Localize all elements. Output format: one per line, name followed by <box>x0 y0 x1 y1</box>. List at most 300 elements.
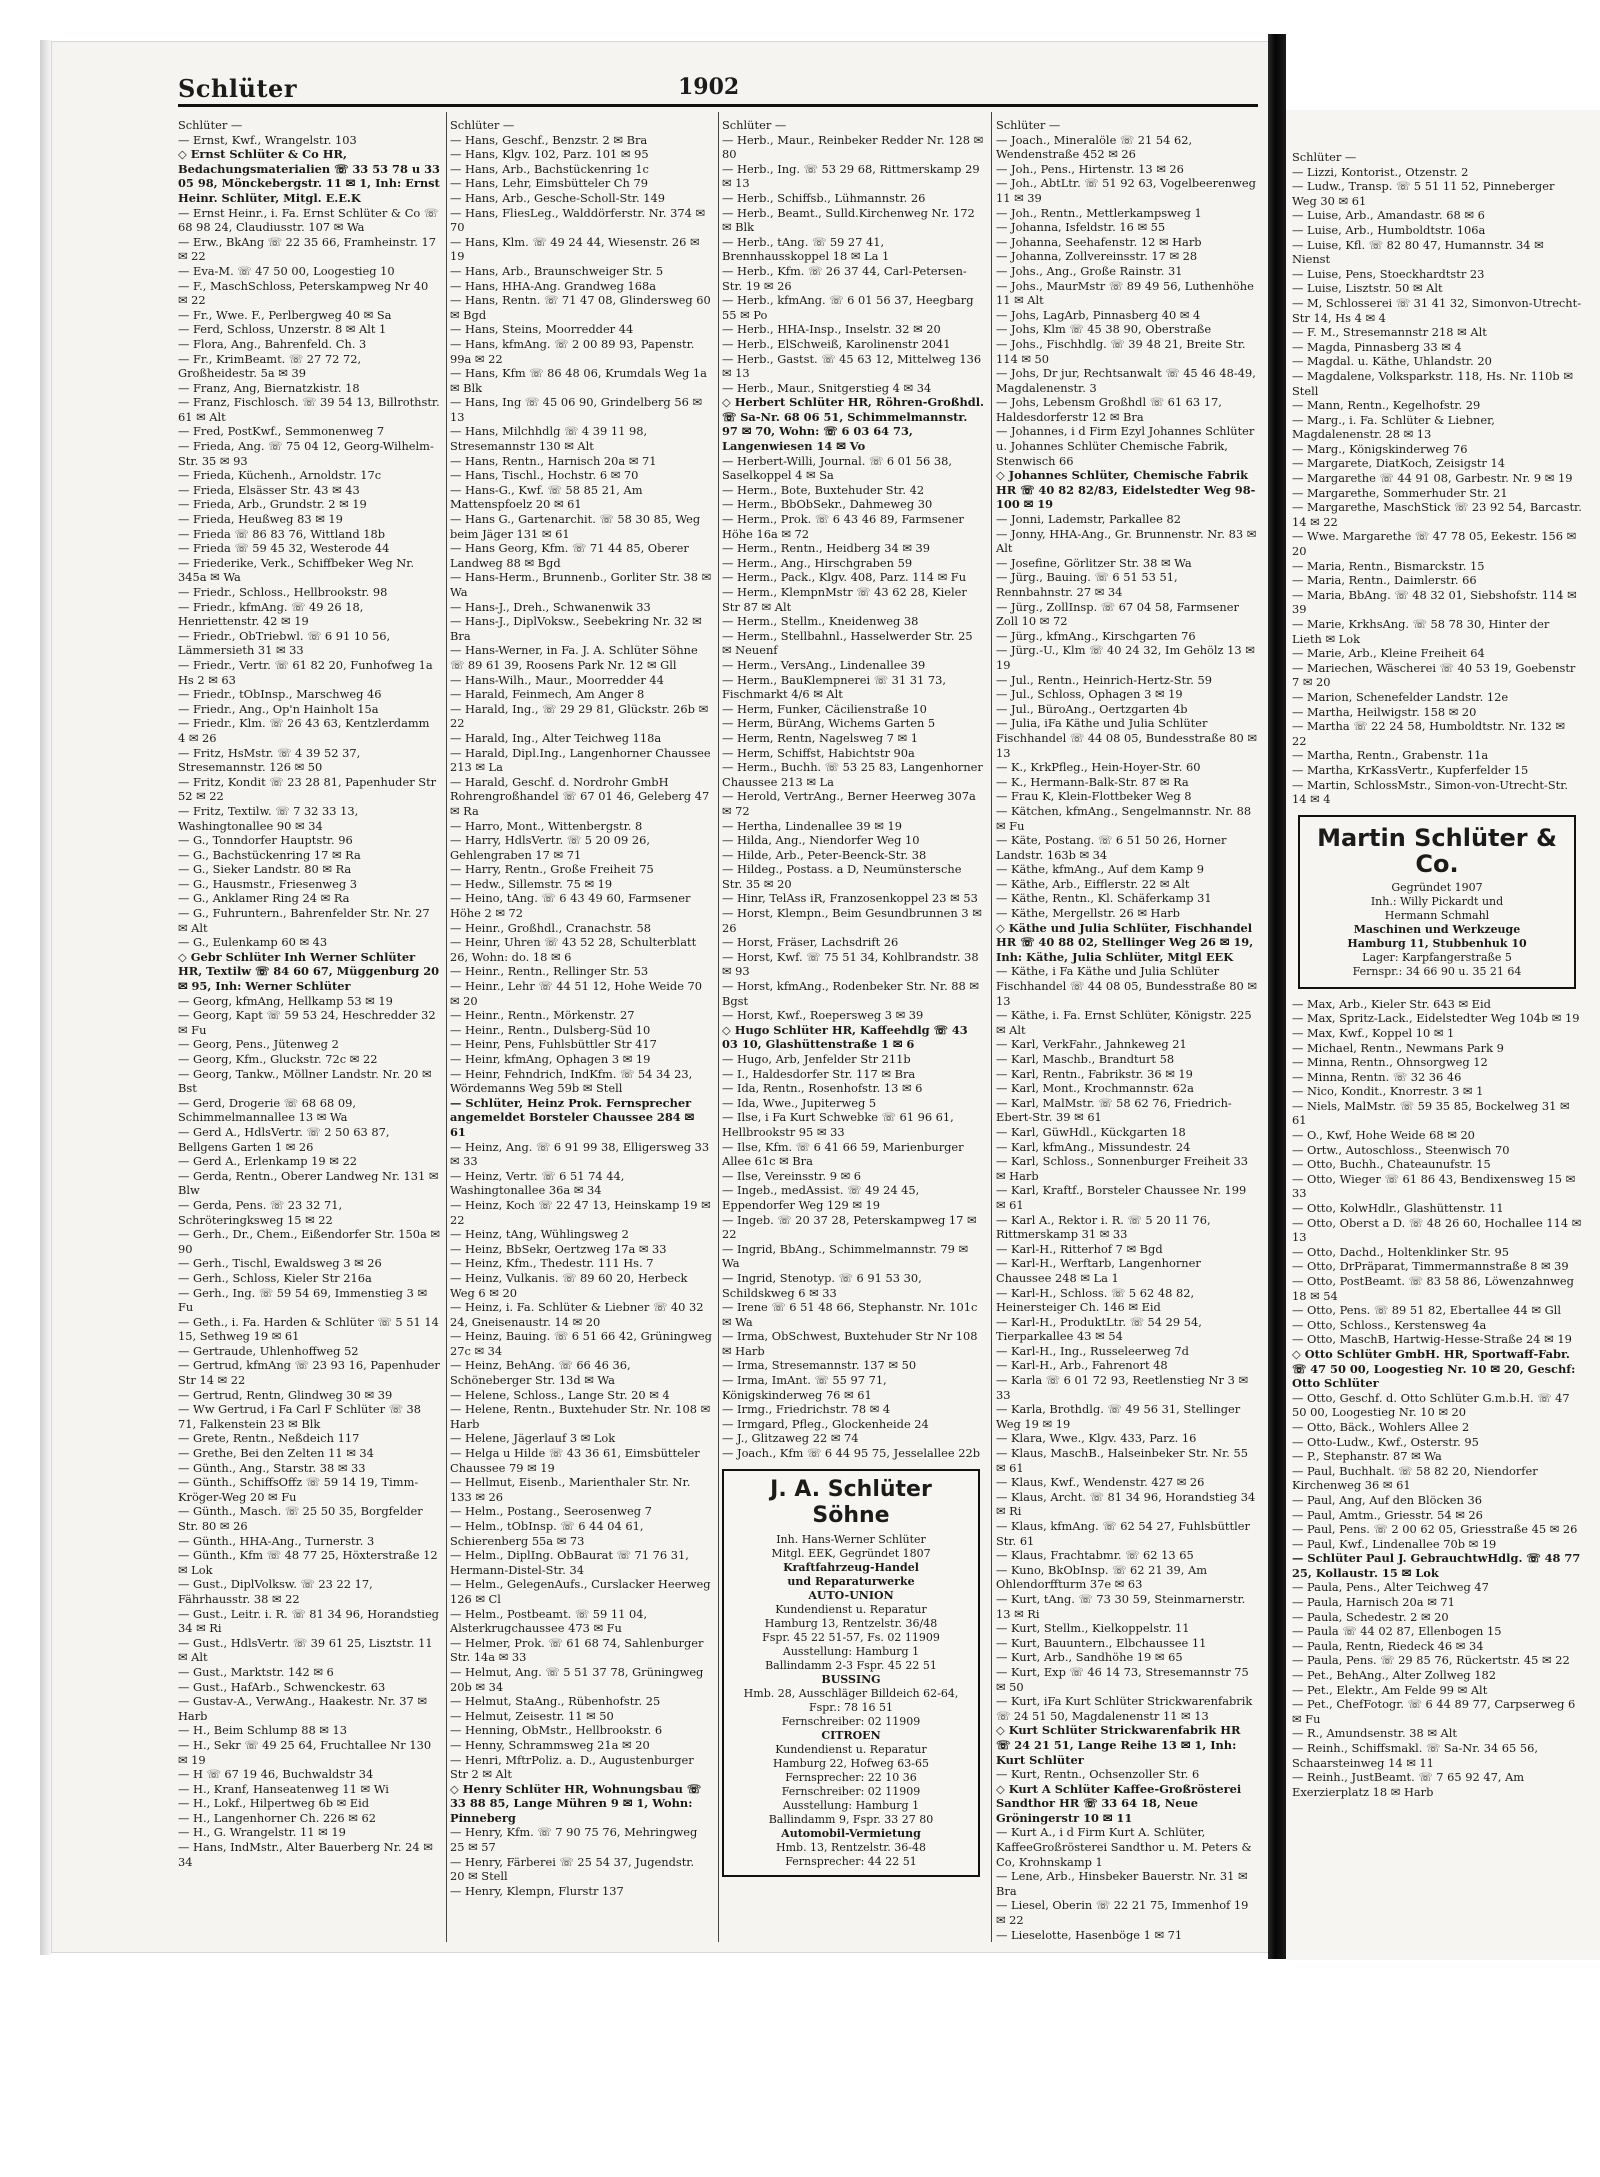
directory-entry: — Gerh., Ing. ☏ 59 54 69, Immenstieg 3 ✉ Fu <box>178 1285 428 1315</box>
directory-column-2 <box>450 118 712 1918</box>
directory-entry: — J., Glitzaweg 22 ✉ 74 <box>722 1431 859 1446</box>
directory-entry: — Helm., Postang., Seerosenweg 7 <box>450 1504 652 1519</box>
directory-entry: — Fritz, Textilw. ☏ 7 32 33 13, Washingtonallee 90 ✉ 34 <box>178 803 359 833</box>
directory-entry: — Heinr., Großhdl., Cranachstr. 58 <box>450 920 652 935</box>
directory-entry: — Margarethe, Sommerhuder Str. 21 <box>1292 485 1508 500</box>
directory-entry: — Joh., Rentn., Mettlerkampsweg 1 <box>996 205 1202 220</box>
directory-entry: — Gust., Marktstr. 142 ✉ 6 <box>178 1664 334 1679</box>
directory-entry: — Herb., Maur., Reinbeker Redder Nr. 128 ✉ 80 <box>722 132 984 162</box>
directory-entry: — Erw., BkAng ☏ 22 35 66, Framheinstr. 17 ✉ 22 <box>178 234 436 264</box>
directory-entry: — Georg, Tankw., Möllner Landstr. Nr. 20 ✉ Bst <box>178 1066 432 1096</box>
directory-entry: — Magda, Pinnasberg 33 ✉ 4 <box>1292 339 1462 354</box>
ad-line: Inh. Hans-Werner Schlüter <box>776 1532 926 1546</box>
directory-entry: — Friedr., Klm. ☏ 26 43 63, Kentzlerdamm 4 ✉ 26 <box>178 716 430 745</box>
directory-entry: — Maria, Rentn., Bismarckstr. 15 <box>1292 558 1485 573</box>
directory-entry: — H ☏ 67 19 46, Buchwaldstr 34 <box>178 1767 374 1782</box>
directory-entry: — Herm, BürAng, Wichems Garten 5 <box>722 716 936 731</box>
directory-entry: — H., Langenhorner Ch. 226 ✉ 62 <box>178 1810 376 1825</box>
directory-entry: — Karl, MalMstr. ☏ 58 62 76, Friedrich-Ebert-Str. 39 ✉ 61 <box>996 1095 1232 1125</box>
directory-entry: — Heinz, tAng, Wühlingsweg 2 <box>450 1227 629 1242</box>
directory-entry: — Ww Gertrud, i Fa Carl F Schlüter ☏ 38 71, Falkenstein 23 ✉ Blk <box>178 1402 422 1431</box>
directory-entry: — Herm., Rentn., Heidberg 34 ✉ 39 <box>722 541 930 556</box>
directory-entry: — Hans, Arb., Braunschweiger Str. 5 <box>450 263 664 278</box>
directory-entry: — Luise, Lisztstr. 50 ✉ Alt <box>1292 281 1443 296</box>
directory-entry: — Hans, Arb., Bachstückenring 1c <box>450 161 649 176</box>
directory-entry: — Paul, Kwf., Lindenallee 70b ✉ 19 <box>1292 1536 1497 1551</box>
directory-entry: — Herm., Pack., Klgv. 408, Parz. 114 ✉ Fu <box>722 570 967 585</box>
ad-line: Hmb. 13, Rentzelstr. 36-48 <box>776 1840 926 1854</box>
directory-entry: — Heinr, kfmAng, Ophagen 3 ✉ 19 <box>450 1052 651 1066</box>
directory-entry: — Hans, Steins, Moorredder 44 <box>450 322 634 337</box>
ad-line: Fspr. 45 22 51-57, Fs. 02 11909 <box>762 1630 940 1644</box>
ad-line: Fernschreiber: 02 11909 <box>781 1784 921 1798</box>
directory-entry: — Otto, DrPräparat, Timmermannstraße 8 ✉ 39 <box>1292 1259 1569 1274</box>
entry-list-after-ad <box>1292 997 1582 1800</box>
directory-entry: — Franz, Ang, Biernatzkistr. 18 <box>178 380 360 395</box>
directory-entry: — Grete, Rentn., Neßdeich 117 <box>178 1431 360 1446</box>
ad-line: Mitgl. EEK, Gegründet 1807 <box>771 1546 931 1560</box>
directory-entry: — Kurt, iFa Kurt Schlüter Strickwarenfabrik ☏ 24 51 50, Magdalenenstr 11 ✉ 13 <box>996 1694 1253 1723</box>
directory-entry: — Irma, ObSchwest, Buxtehuder Str Nr 108 ✉ Harb <box>722 1329 978 1358</box>
directory-entry: — G., Tonndorfer Hauptstr. 96 <box>178 833 353 848</box>
directory-entry: — Joach., Mineralöle ☏ 21 54 62, Wendenstraße 452 ✉ 26 <box>996 132 1193 162</box>
directory-entry: — Helm., DiplIng. ObBaurat ☏ 71 76 31, Hermann-Distel-Str. 34 <box>450 1548 689 1577</box>
directory-entry: — Julia, iFa Käthe und Julia Schlüter Fischhandel ☏ 44 08 05, Bundesstraße 80 ✉ 13 <box>996 716 1257 760</box>
directory-entry: — Ilse, Vereinsstr. 9 ✉ 6 <box>722 1168 862 1183</box>
directory-entry: — Paula, Rentn, Riedeck 46 ✉ 34 <box>1292 1638 1484 1653</box>
directory-entry: — Kurt, Bauuntern., Elbchaussee 11 <box>996 1635 1207 1650</box>
directory-entry: — Hans, Klm. ☏ 49 24 44, Wiesenstr. 26 ✉ 19 <box>450 234 700 264</box>
directory-entry: — Kurt, Stellm., Kielkoppelstr. 11 <box>996 1621 1190 1636</box>
directory-entry: — Hans, kfmAng. ☏ 2 00 89 93, Papenstr. 99a ✉ 22 <box>450 336 695 366</box>
directory-entry: — Kuno, BkObInsp. ☏ 62 21 39, Am Ohlendorffturm 37e ✉ 63 <box>996 1562 1208 1592</box>
directory-entry: — Irmgard, Pfleg., Glockenheide 24 <box>722 1416 929 1431</box>
directory-entry: — Herbert-Willi, Journal. ☏ 6 01 56 38, Saselkoppel 4 ✉ Sa <box>722 453 953 483</box>
directory-entry: — Karl, Schloss., Sonnenburger Freiheit 33 ✉ Harb <box>996 1154 1248 1183</box>
directory-entry: — Kurt, tAng. ☏ 73 30 59, Steinmarnerstr. 13 ✉ Ri <box>996 1591 1246 1621</box>
ad-line: Fernsprecher: 44 22 51 <box>785 1854 917 1868</box>
facing-page-column <box>1292 150 1582 1799</box>
directory-entry: — Günth., Ang., Starstr. 38 ✉ 33 <box>178 1460 366 1475</box>
directory-entry: — Helm., Postbeamt. ☏ 59 11 04, Alsterkrugchaussee 473 ✉ Fu <box>450 1606 648 1636</box>
directory-entry: — Ilse, i Fa Kurt Schwebke ☏ 61 96 61, Hellbrookstr 95 ✉ 33 <box>722 1110 954 1139</box>
directory-entry: — Ortw., Autoschloss., Steenwisch 70 <box>1292 1142 1510 1157</box>
directory-entry: — Heinr, Fehndrich, IndKfm. ☏ 54 34 23, Wördemanns Weg 59b ✉ Stell <box>450 1066 693 1096</box>
directory-entry: — Johannes, i d Firm Ezyl Johannes Schlüter u. Johannes Schlüter Chemische Fabrik, Stenwisch 66 <box>996 424 1255 468</box>
ad-line: Hamburg 13, Rentzelstr. 36/48 <box>764 1616 938 1630</box>
ad-line: Hamburg 11, Stubbenhuk 10 <box>1347 936 1527 950</box>
directory-entry: — Frieda, Arb., Grundstr. 2 ✉ 19 <box>178 497 367 512</box>
directory-entry: — Helm., GelegenAufs., Curslacker Heerweg 126 ✉ Cl <box>450 1577 711 1606</box>
directory-entry: — Mann, Rentn., Kegelhofstr. 29 <box>1292 398 1481 413</box>
directory-entry: — Marg., i. Fa. Schlüter & Liebner, Magdalenenstr. 28 ✉ 13 <box>1292 412 1495 442</box>
directory-entry: — Ingeb., medAssist. ☏ 49 24 45, Eppendorfer Weg 129 ✉ 19 <box>722 1183 920 1212</box>
directory-entry: — Hans, IndMstr., Alter Bauerberg Nr. 24 ✉ 34 <box>178 1840 433 1869</box>
directory-entry: — G., Anklamer Ring 24 ✉ Ra <box>178 891 350 906</box>
ad-firm-name: J. A. Schlüter Söhne <box>770 1476 932 1528</box>
ad-line: Lager: Karpfangerstraße 5 <box>1362 950 1512 964</box>
entry-list <box>996 133 1258 1943</box>
directory-entry: — Fred, PostKwf., Semmonenweg 7 <box>178 424 385 439</box>
directory-entry: — Geth., i. Fa. Harden & Schlüter ☏ 5 51 14 15, Sethweg 19 ✉ 61 <box>178 1314 439 1344</box>
directory-column-4 <box>996 118 1258 1942</box>
entry-list <box>450 133 712 1899</box>
directory-entry: — H., Beim Schlump 88 ✉ 13 <box>178 1723 347 1738</box>
directory-entry: — Karl, Rentn., Fabrikstr. 36 ✉ 19 <box>996 1066 1193 1081</box>
directory-entry: — Gust., HdlsVertr. ☏ 39 61 25, Lisztstr. 11 ✉ Alt <box>178 1635 433 1665</box>
directory-entry: ◇ Käthe und Julia Schlüter, Fischhandel HR ☏ 40 88 02, Stellinger Weg 26 ✉ 19, Inh: Käthe, Julia Schlüter, Mitgl EEK <box>996 920 1254 964</box>
directory-entry: — Gertrud, Rentn, Glindweg 30 ✉ 39 <box>178 1387 393 1402</box>
column-divider <box>991 112 992 1942</box>
directory-entry: — Martha, Rentn., Grabenstr. 11a <box>1292 748 1489 763</box>
directory-entry: — Karl, GüwHdl., Kückgarten 18 <box>996 1124 1186 1139</box>
directory-entry: — Johs, LagArb, Pinnasberg 40 ✉ 4 <box>996 307 1201 322</box>
directory-entry: — H., Sekr ☏ 49 25 64, Fruchtallee Nr 130 ✉ 19 <box>178 1737 432 1767</box>
directory-entry: — Hans, HHA-Ang. Grandweg 168a <box>450 278 657 293</box>
directory-entry: — Harry, Rentn., Große Freiheit 75 <box>450 862 654 877</box>
directory-entry: — Helmut, StaAng., Rübenhofstr. 25 <box>450 1694 661 1709</box>
directory-entry: — Karla, Brothdlg. ☏ 49 56 31, Stellinger Weg 19 ✉ 19 <box>996 1402 1241 1431</box>
directory-entry: — Karl, kfmAng., Missundestr. 24 <box>996 1139 1191 1154</box>
directory-entry: — Grethe, Bei den Zelten 11 ✉ 34 <box>178 1446 374 1461</box>
advertisement-ja-schlueter <box>722 1469 980 1877</box>
directory-entry: — H., G. Wrangelstr. 11 ✉ 19 <box>178 1825 346 1840</box>
directory-entry: — Karl-H., Arb., Fahrenort 48 <box>996 1358 1168 1373</box>
directory-entry: — Frieda ☏ 86 83 76, Wittland 18b <box>178 526 386 541</box>
directory-entry: — Hans Georg, Kfm. ☏ 71 44 85, Oberer Landweg 88 ✉ Bgd <box>450 541 689 570</box>
column-heading: Schlüter — <box>1292 150 1357 164</box>
directory-entry: — Heinz, Koch ☏ 22 47 13, Heinskamp 19 ✉ 22 <box>450 1197 711 1227</box>
book-gutter <box>1268 34 1286 1959</box>
directory-entry: — Helene, Rentn., Buxtehuder Str. Nr. 108 ✉ Harb <box>450 1402 711 1431</box>
running-head: Schlüter <box>178 74 297 103</box>
directory-entry: — Friedr., ObTriebwl. ☏ 6 91 10 56, Lämmersieth 31 ✉ 33 <box>178 628 391 658</box>
directory-entry: — Heinz, Bauing. ☏ 6 51 66 42, Grüningweg 27c ✉ 34 <box>450 1329 712 1358</box>
directory-entry: — H., Lokf., Hilpertweg 6b ✉ Eid <box>178 1796 370 1811</box>
directory-entry: — Herm., Stellbahnl., Hasselwerder Str. 25 ✉ Neuenf <box>722 628 973 658</box>
directory-entry: — Herm., BbObSekr., Dahmeweg 30 <box>722 497 933 512</box>
directory-entry: — Klaus, Kwf., Wendenstr. 427 ✉ 26 <box>996 1475 1205 1490</box>
directory-entry: — Helene, Schloss., Lange Str. 20 ✉ 4 <box>450 1387 670 1402</box>
entry-list <box>1292 165 1582 807</box>
directory-entry: — Klaus, kfmAng. ☏ 62 54 27, Fuhlsbüttler Str. 61 <box>996 1519 1250 1548</box>
directory-entry: — Josefine, Görlitzer Str. 38 ✉ Wa <box>996 555 1192 570</box>
facing-page <box>1286 110 1600 1960</box>
directory-entry: — Nico, Kondit., Knorrestr. 3 ✉ 1 <box>1292 1084 1484 1099</box>
directory-entry: — Fritz, HsMstr. ☏ 4 39 52 37, Stresemannstr. 126 ✉ 50 <box>178 745 361 775</box>
directory-entry: — Magdal. u. Käthe, Uhlandstr. 20 <box>1292 354 1492 369</box>
directory-entry: — Ernst, Kwf., Wrangelstr. 103 <box>178 132 357 147</box>
directory-entry: — Gertraude, Uhlenhoffweg 52 <box>178 1343 359 1358</box>
page-edge <box>40 40 52 1955</box>
directory-entry: — Karla ☏ 6 01 72 93, Reetlenstieg Nr 3 ✉ 33 <box>996 1373 1249 1402</box>
ad-line: AUTO-UNION <box>808 1588 894 1602</box>
directory-entry: — Otto, Schloss., Kerstensweg 4a <box>1292 1317 1487 1332</box>
directory-entry: — Karl-H., Schloss. ☏ 5 62 48 82, Heinersteiger Ch. 146 ✉ Eid <box>996 1285 1195 1315</box>
directory-entry: — Joach., Kfm ☏ 6 44 95 75, Jesselallee 22b <box>722 1446 980 1461</box>
column-heading: Schlüter — <box>722 118 787 132</box>
directory-entry: — Herb., tAng. ☏ 59 27 41, Brennhausskoppel 18 ✉ La 1 <box>722 234 890 264</box>
column-heading: Schlüter — <box>450 118 515 132</box>
directory-entry: — Frieda, Elsässer Str. 43 ✉ 43 <box>178 482 360 497</box>
directory-entry: — Marg., Königskinderweg 76 <box>1292 441 1468 456</box>
directory-entry: — Frieda, Heußweg 83 ✉ 19 <box>178 512 343 527</box>
directory-entry: — Herb., ElSchweiß, Karolinenstr 2041 <box>722 336 951 351</box>
directory-entry: — Fr., Wwe. F., Perlbergweg 40 ✉ Sa <box>178 307 392 322</box>
directory-entry: — Hans, Lehr, Eimsbütteler Ch 79 <box>450 176 648 191</box>
directory-entry: — Johanna, Seehafenstr. 12 ✉ Harb <box>996 234 1202 249</box>
directory-entry: — Ernst Heinr., i. Fa. Ernst Schlüter & Co ☏ 68 98 24, Claudiusstr. 107 ✉ Wa <box>178 205 439 235</box>
directory-entry: — Günth., Masch. ☏ 25 50 35, Borgfelder Str. 80 ✉ 26 <box>178 1504 423 1533</box>
directory-entry: — Karl, Maschb., Brandturt 58 <box>996 1052 1175 1066</box>
ad-line: Fernspr.: 34 66 90 u. 35 21 64 <box>1352 964 1522 978</box>
directory-entry: — Jonni, Lademstr, Parkallee 82 <box>996 512 1182 527</box>
ad-line: Automobil-Vermietung <box>781 1826 921 1840</box>
directory-entry: — Niels, MalMstr. ☏ 59 35 85, Bockelweg 31 ✉ 61 <box>1292 1098 1570 1128</box>
directory-entry: — Klaus, Archt. ☏ 81 34 96, Horandstieg 34 ✉ Ri <box>996 1489 1256 1519</box>
directory-entry: — Hans-J., DiplVoksw., Seebekring Nr. 32 ✉ Bra <box>450 614 702 643</box>
directory-entry: — Herb., kfmAng. ☏ 6 01 56 37, Heegbarg 55 ✉ Po <box>722 293 974 322</box>
directory-entry: — Johs, Lebensm Großhdl ☏ 61 63 17, Haldesdorferstr 12 ✉ Bra <box>996 395 1222 424</box>
directory-entry: — Helm., tObInsp. ☏ 6 44 04 61, Schierenberg 55a ✉ 73 <box>450 1519 644 1548</box>
directory-entry: — Otto-Ludw., Kwf., Osterstr. 95 <box>1292 1434 1479 1449</box>
directory-entry: — Horst, Klempn., Beim Gesundbrunnen 3 ✉ 26 <box>722 906 982 935</box>
directory-entry: — Lieselotte, Hasenböge 1 ✉ 71 <box>996 1927 1183 1942</box>
directory-entry: — Minna, Rentn. ☏ 32 36 46 <box>1292 1069 1462 1084</box>
directory-entry: — Hans, FliesLeg., Walddörferstr. Nr. 374 ✉ 70 <box>450 205 705 235</box>
directory-entry: — Ferd, Schloss, Unzerstr. 8 ✉ Alt 1 <box>178 322 387 337</box>
directory-entry: ◇ Ernst Schlüter & Co HR, Bedachungsmaterialien ☏ 33 53 78 u 33 05 98, Mönckebergstr. 11 ✉ 1, Inh: Ernst Heinr. Schlüter, Mitgl. E.E.K <box>178 147 440 205</box>
directory-entry: — Schlüter, Heinz Prok. Fernsprecher angemeldet Borsteler Chaussee 284 ✉ 61 <box>450 1095 695 1139</box>
directory-entry: — Harald, Dipl.Ing., Langenhorner Chaussee 213 ✉ La <box>450 745 711 775</box>
directory-entry: — Georg, kfmAng, Hellkamp 53 ✉ 19 <box>178 993 393 1008</box>
directory-entry: ◇ Kurt A Schlüter Kaffee-Großrösterei Sandthor HR ☏ 33 64 18, Neue Gröningerstr 10 ✉ 11 <box>996 1781 1242 1825</box>
directory-entry: — Hertha, Lindenallee 39 ✉ 19 <box>722 818 902 833</box>
directory-entry: — Otto, Bäck., Wohlers Allee 2 <box>1292 1419 1470 1434</box>
directory-entry: — Johs., Ang., Große Rainstr. 31 <box>996 263 1183 278</box>
directory-entry: — Paul, Ang, Auf den Blöcken 36 <box>1292 1492 1483 1507</box>
directory-entry: — Herm., Bote, Buxtehuder Str. 42 <box>722 482 925 497</box>
directory-entry: — Hans, Geschf., Benzstr. 2 ✉ Bra <box>450 132 648 147</box>
directory-entry: — G., Sieker Landstr. 80 ✉ Ra <box>178 862 352 877</box>
directory-entry: — Max, Kwf., Koppel 10 ✉ 1 <box>1292 1025 1455 1040</box>
ad-line: Hamburg 22, Hofweg 63-65 <box>773 1756 929 1770</box>
directory-entry: — Heinr, Uhren ☏ 43 52 28, Schulterblatt 26, Wohn: do. 18 ✉ 6 <box>450 935 697 964</box>
directory-entry: — Herm, Rentn, Nagelsweg 7 ✉ 1 <box>722 730 918 745</box>
directory-entry: — Käthe, Arb., Eifflerstr. 22 ✉ Alt <box>996 876 1190 891</box>
directory-entry: — Helmer, Prok. ☏ 61 68 74, Sahlenburger Str. 14a ✉ 33 <box>450 1635 704 1665</box>
directory-entry: — Käte, Postang. ☏ 6 51 50 26, Horner Landstr. 163b ✉ 34 <box>996 833 1227 862</box>
directory-entry: — Hans G., Gartenarchit. ☏ 58 30 85, Weg beim Jäger 131 ✉ 61 <box>450 512 701 541</box>
directory-entry: — Gerda, Pens. ☏ 23 32 71, Schröteringksweg 15 ✉ 22 <box>178 1197 343 1227</box>
directory-entry: — Herm., Stellm., Kneidenweg 38 <box>722 614 919 629</box>
column-divider <box>718 112 719 1942</box>
directory-entry: — Herb., Kfm. ☏ 26 37 44, Carl-Petersen-Str. 19 ✉ 26 <box>722 263 967 293</box>
directory-entry: — Minna, Rentn., Ohnsorgweg 12 <box>1292 1055 1488 1070</box>
directory-entry: — Pet., BehAng., Alter Zollweg 182 <box>1292 1668 1496 1683</box>
directory-entry: — Ludw., Transp. ☏ 5 51 11 52, Pinneberger Weg 30 ✉ 61 <box>1292 179 1555 208</box>
directory-entry: — Friedr., tObInsp., Marschweg 46 <box>178 687 382 702</box>
directory-entry: — Jonny, HHA-Ang., Gr. Brunnenstr. Nr. 83 ✉ Alt <box>996 526 1257 556</box>
directory-entry: — Herb., Gastst. ☏ 45 63 12, Mittelweg 136 ✉ 13 <box>722 351 982 381</box>
directory-entry: — Gustav-A., VerwAng., Haakestr. Nr. 37 ✉ Harb <box>178 1694 427 1723</box>
directory-entry: — Heinz, Vulkanis. ☏ 89 60 20, Herbeck Weg 6 ✉ 20 <box>450 1270 688 1300</box>
directory-entry: — K., KrkPfleg., Hein-Hoyer-Str. 60 <box>996 760 1201 775</box>
ad-line: und Reparaturwerke <box>787 1574 915 1588</box>
directory-entry: — I., Haldesdorfer Str. 117 ✉ Bra <box>722 1066 916 1081</box>
directory-entry: — Fritz, Kondit ☏ 23 28 81, Papenhuder Str 52 ✉ 22 <box>178 774 437 804</box>
directory-entry: — Joh., AbtLtr. ☏ 51 92 63, Vogelbeerenweg 11 ✉ 39 <box>996 176 1256 205</box>
ad-lines <box>730 1533 972 1869</box>
ad-line: Kundendienst u. Reparatur <box>775 1742 927 1756</box>
directory-entry: — Johs., Fischhdlg. ☏ 39 48 21, Breite Str. 114 ✉ 50 <box>996 336 1246 366</box>
directory-entry: — Henning, ObMstr., Hellbrookstr. 6 <box>450 1723 663 1738</box>
directory-entry: — Maria, BbAng. ☏ 48 32 01, Siebshofstr. 114 ✉ 39 <box>1292 587 1577 617</box>
ad-line: Gegründet 1907 <box>1391 880 1483 894</box>
directory-entry: — Karl, VerkFahr., Jahnkeweg 21 <box>996 1037 1187 1052</box>
directory-entry: — Günth., SchiffsOffz ☏ 59 14 19, Timm-Kröger-Weg 20 ✉ Fu <box>178 1475 419 1504</box>
directory-entry: — Hans-Wilh., Maur., Moorredder 44 <box>450 672 664 687</box>
ad-line: BUSSING <box>821 1672 881 1686</box>
directory-entry: — Kurt A., i d Firm Kurt A. Schlüter, KaffeeGroßrösterei Sandthor u. M. Peters & Co, Krohnskamp 1 <box>996 1825 1252 1869</box>
directory-entry: — Hilda, Ang., Niendorfer Weg 10 <box>722 833 920 848</box>
header-rule <box>178 104 1258 107</box>
directory-entry: — Hilde, Arb., Peter-Beenck-Str. 38 <box>722 847 927 862</box>
directory-entry: ◇ Johannes Schlüter, Chemische Fabrik HR ☏ 40 82 82/83, Eidelstedter Weg 98-100 ✉ 19 <box>996 468 1256 512</box>
directory-entry: — Hildeg., Postass. a D, Neumünstersche Str. 35 ✉ 20 <box>722 862 962 891</box>
directory-entry: — Jul., Rentn., Heinrich-Hertz-Str. 59 <box>996 672 1213 687</box>
directory-entry: — Reinh., JustBeamt. ☏ 7 65 92 47, Am Exerzierplatz 18 ✉ Harb <box>1292 1770 1525 1799</box>
directory-entry: — Henri, MftrPoliz. a. D., Augustenburger Str 2 ✉ Alt <box>450 1752 694 1782</box>
directory-entry: — Pet., ChefFotogr. ☏ 6 44 89 77, Carpserweg 6 ✉ Fu <box>1292 1697 1576 1726</box>
directory-entry: — Karl-H., Ing., Russeleerweg 7d <box>996 1343 1189 1358</box>
entry-list <box>178 133 440 1870</box>
directory-entry: — Herm., Buchh. ☏ 53 25 83, Langenhorner Chaussee 213 ✉ La <box>722 760 983 789</box>
page-number: 1902 <box>678 74 740 100</box>
directory-entry: — Herm., KlempnMstr ☏ 43 62 28, Kieler Str 87 ✉ Alt <box>722 585 967 614</box>
directory-entry: — Hedw., Sillemstr. 75 ✉ 19 <box>450 876 613 891</box>
directory-entry: — Heinz, i. Fa. Schlüter & Liebner ☏ 40 32 24, Gneisenaustr. 14 ✉ 20 <box>450 1300 704 1329</box>
directory-entry: — R., Amundsenstr. 38 ✉ Alt <box>1292 1726 1457 1741</box>
directory-column-1 <box>178 118 440 1918</box>
directory-entry: ◇ Kurt Schlüter Strickwarenfabrik HR ☏ 24 21 51, Lange Reihe 13 ✉ 1, Inh: Kurt Schlüter <box>996 1723 1241 1767</box>
directory-entry: — K., Hermann-Balk-Str. 87 ✉ Ra <box>996 774 1189 789</box>
directory-entry: — Heinr., Rentn., Dulsberg-Süd 10 <box>450 1022 651 1037</box>
directory-entry: — Heinz, BehAng. ☏ 66 46 36, Schöneberger Str. 13d ✉ Wa <box>450 1358 631 1388</box>
column-heading: Schlüter — <box>178 118 243 132</box>
directory-entry: — Irene ☏ 6 51 48 66, Stephanstr. Nr. 101c ✉ Wa <box>722 1300 978 1329</box>
directory-entry: — Johs, Klm ☏ 45 38 90, Oberstraße <box>996 322 1212 337</box>
directory-entry: — Paula, Pens., Alter Teichweg 47 <box>1292 1580 1489 1595</box>
directory-entry: — Hans, Ing ☏ 45 06 90, Grindelberg 56 ✉ 13 <box>450 395 702 424</box>
directory-entry: — Paul, Pens. ☏ 2 00 62 05, Griesstraße 45 ✉ 26 <box>1292 1522 1578 1537</box>
directory-entry: — Luise, Arb., Humboldtstr. 106a <box>1292 222 1486 237</box>
directory-entry: — Horst, Kwf., Roepersweg 3 ✉ 39 <box>722 1008 924 1023</box>
directory-entry: — Friedr., Ang., Op'n Hainholt 15a <box>178 701 379 716</box>
directory-entry: — Herm, Schiffst, Habichtstr 90a <box>722 745 915 760</box>
ad-line: Hmb. 28, Ausschläger Billdeich 62-64, Fspr.: 78 16 51 <box>743 1686 959 1714</box>
directory-entry: — G., Eulenkamp 60 ✉ 43 <box>178 935 328 950</box>
advertisement-martin-schlueter <box>1298 815 1576 989</box>
directory-entry: — Johs, Dr jur, Rechtsanwalt ☏ 45 46 48-49, Magdalenenstr. 3 <box>996 366 1256 395</box>
directory-entry: — Otto, Buchh., Chateaunufstr. 15 <box>1292 1157 1491 1172</box>
directory-entry: — Otto, KolwHdlr., Glashüttenstr. 11 <box>1292 1201 1504 1216</box>
directory-entry: — Reinh., Schiffsmakl. ☏ Sa-Nr. 34 65 56, Schaarsteinweg 14 ✉ 11 <box>1292 1741 1539 1770</box>
directory-entry: — Heinz, Ang. ☏ 6 91 99 38, Elligersweg 33 ✉ 33 <box>450 1139 710 1169</box>
directory-entry: — M, Schlosserei ☏ 31 41 32, Simonvon-Utrecht-Str 14, Hs 4 ✉ 4 <box>1292 295 1582 325</box>
directory-entry: — Hans, Rentn., Harnisch 20a ✉ 71 <box>450 453 657 468</box>
ad-line: Ausstellung: Hamburg 1 <box>782 1644 920 1658</box>
directory-entry: — Otto, Wieger ☏ 61 86 43, Bendixensweg 15 ✉ 33 <box>1292 1171 1576 1201</box>
ad-line: CITROEN <box>821 1728 881 1742</box>
directory-entry: ◇ Gebr Schlüter Inh Werner Schlüter HR, Textilw ☏ 84 60 67, Müggenburg 20 ✉ 95, Inh: Werner Schlüter <box>178 949 440 994</box>
ad-line: Ausstellung: Hamburg 1 <box>782 1798 920 1812</box>
directory-entry: — Hans-J., Dreh., Schwanenwik 33 <box>450 599 651 614</box>
directory-entry: — Ida, Wwe., Jupiterweg 5 <box>722 1095 877 1110</box>
directory-entry: — Paul, Amtm., Griesstr. 54 ✉ 26 <box>1292 1507 1483 1522</box>
directory-entry: — Heinz, Vertr. ☏ 6 51 74 44, Washingtonallee 36a ✉ 34 <box>450 1168 625 1198</box>
directory-entry: — Georg, Pens., Jütenweg 2 <box>178 1037 339 1052</box>
directory-entry: — Gust., HafArb., Schwenckestr. 63 <box>178 1679 386 1694</box>
directory-entry: — Karl, Kraftf., Borsteler Chaussee Nr. 199 ✉ 61 <box>996 1183 1247 1212</box>
directory-entry: — Herb., Maur., Snitgerstieg 4 ✉ 34 <box>722 380 932 395</box>
directory-entry: — P., Stephanstr. 87 ✉ Wa <box>1292 1449 1442 1464</box>
directory-entry: — Helene, Jägerlauf 3 ✉ Lok <box>450 1431 616 1446</box>
directory-entry: — Otto, Oberst a D. ☏ 48 26 60, Hochallee 114 ✉ 13 <box>1292 1215 1582 1245</box>
ad-lines <box>1306 881 1568 979</box>
directory-entry: — Schlüter Paul J. GebrauchtwHdlg. ☏ 48 77 25, Kollaustr. 15 ✉ Lok <box>1292 1551 1581 1580</box>
directory-entry: — Gerd A., Erlenkamp 19 ✉ 22 <box>178 1154 357 1169</box>
directory-entry: — Kätchen, kfmAng., Sengelmannstr. Nr. 88 ✉ Fu <box>996 803 1252 833</box>
directory-entry: — Fr., KrimBeamt. ☏ 27 72 72, Großheidestr. 5a ✉ 39 <box>178 351 362 381</box>
directory-entry: — Gust., Leitr. i. R. ☏ 81 34 96, Horandstieg 34 ✉ Ri <box>178 1606 439 1636</box>
directory-entry: — Käthe, Rentn., Kl. Schäferkamp 31 <box>996 891 1212 906</box>
directory-entry: — Franz, Fischlosch. ☏ 39 54 13, Billrothstr. 61 ✉ Alt <box>178 395 440 424</box>
directory-entry: — Heinz, Kfm., Thedestr. 111 Hs. 7 <box>450 1256 654 1271</box>
directory-entry: — Heinr., Rentn., Rellinger Str. 53 <box>450 964 649 979</box>
directory-entry: — Jürg., kfmAng., Kirschgarten 76 <box>996 628 1196 643</box>
directory-entry: — Ingeb. ☏ 20 37 28, Peterskampweg 17 ✉ 22 <box>722 1212 977 1242</box>
directory-entry: — Gertrud, kfmAng ☏ 23 93 16, Papenhuder Str 14 ✉ 22 <box>178 1358 440 1388</box>
directory-entry: — Gerd, Drogerie ☏ 68 68 09, Schimmelmannallee 13 ✉ Wa <box>178 1095 356 1125</box>
directory-entry: — Hans, Milchhdlg ☏ 4 39 11 98, Stresemannstr 130 ✉ Alt <box>450 424 648 454</box>
directory-entry: — Otto, PostBeamt. ☏ 83 58 86, Löwenzahnweg 18 ✉ 54 <box>1292 1274 1574 1303</box>
directory-entry: — Klaus, Frachtabmr. ☏ 62 13 65 <box>996 1548 1194 1563</box>
directory-entry: — Margarethe ☏ 44 91 08, Garbestr. Nr. 9 ✉ 19 <box>1292 471 1573 486</box>
directory-entry: — Hans, Rentn. ☏ 71 47 08, Glindersweg 60 ✉ Bgd <box>450 293 711 322</box>
page-header <box>178 74 1276 103</box>
directory-entry: — Harro, Mont., Wittenbergstr. 8 <box>450 818 643 833</box>
directory-entry: — F., MaschSchloss, Peterskampweg Nr 40 ✉ 22 <box>178 278 429 308</box>
directory-entry: — Frieda ☏ 59 45 32, Westerode 44 <box>178 541 390 556</box>
directory-entry: — Heinr, Pens, Fuhlsbüttler Str 417 <box>450 1037 657 1052</box>
directory-entry: — Herm., BauKlempnerei ☏ 31 31 73, Fischmarkt 4/6 ✉ Alt <box>722 672 947 702</box>
directory-entry: — Luise, Pens, Stoeckhardtstr 23 <box>1292 266 1485 281</box>
directory-entry: — Paula, Pens. ☏ 29 85 76, Rückertstr. 45 ✉ 22 <box>1292 1653 1570 1668</box>
directory-entry: — Henry, Kfm. ☏ 7 90 75 76, Mehringweg 25 ✉ 57 <box>450 1825 698 1855</box>
directory-entry: — Hans-Werner, in Fa. J. A. Schlüter Söhne ☏ 89 61 39, Roosens Park Nr. 12 ✉ Gll <box>450 643 698 672</box>
directory-entry: — Günth., Kfm ☏ 48 77 25, Höxterstraße 12 ✉ Lok <box>178 1548 438 1577</box>
directory-entry: — G., Fuhruntern., Bahrenfelder Str. Nr. 27 ✉ Alt <box>178 906 430 935</box>
directory-column-3 <box>722 118 984 1918</box>
directory-entry: — Heinr., Lehr ☏ 44 51 12, Hohe Weide 70 ✉ 20 <box>450 979 703 1008</box>
directory-entry: — Heinr., Rentn., Mörkenstr. 27 <box>450 1008 635 1023</box>
directory-entry: — Paula ☏ 44 02 87, Ellenbogen 15 <box>1292 1624 1502 1639</box>
ad-line: Fernschreiber: 02 11909 <box>781 1714 921 1728</box>
directory-entry: — Friedr., Schloss., Hellbrookstr. 98 <box>178 585 388 599</box>
directory-entry: — Luise, Arb., Amandastr. 68 ✉ 6 <box>1292 208 1485 223</box>
directory-entry: — Max, Arb., Kieler Str. 643 ✉ Eid <box>1292 996 1491 1011</box>
